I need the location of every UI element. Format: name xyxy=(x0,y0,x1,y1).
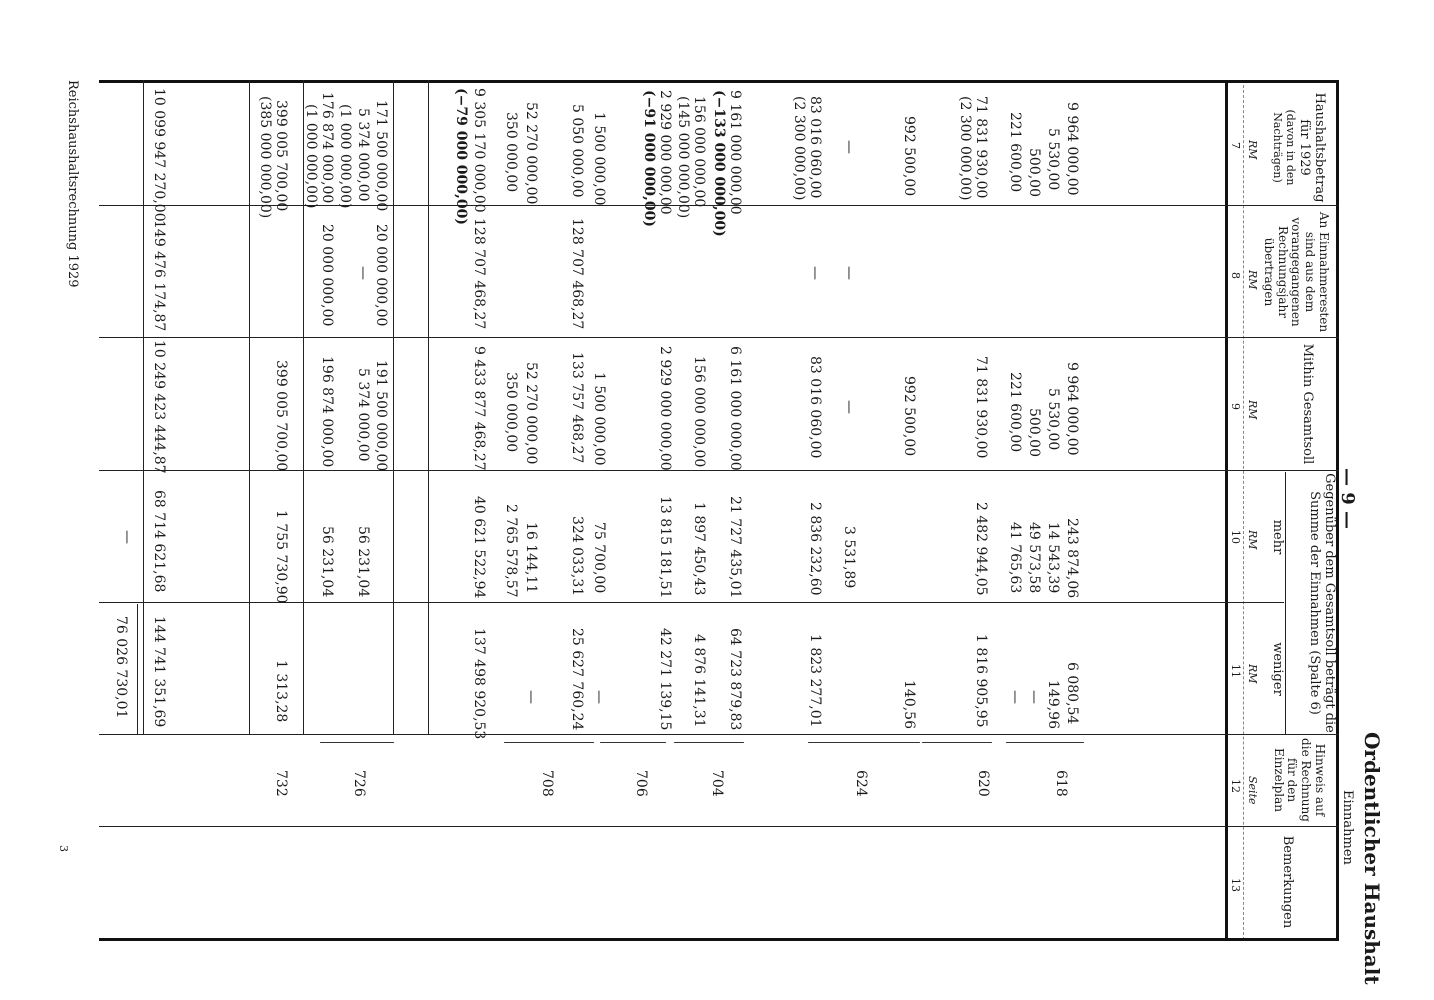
r22-c8: 149 476 174,87 xyxy=(151,220,167,332)
page-ref-726: 726 xyxy=(351,770,367,797)
r5-c9: 71 831 930,00 xyxy=(973,356,989,459)
col7-header: Haushaltsbetrag für 1929 (davon in den Nachträgen) xyxy=(1271,92,1327,203)
r22-c10: 68 714 621,68 xyxy=(151,490,167,593)
col8-header: An Einnahmeresten sind aus dem vorangegangenen Rechnungsjahr übertragen xyxy=(1261,211,1331,333)
r1-c10: 243 874,06 xyxy=(1064,518,1080,599)
r18-c7: 5 374 000,00 xyxy=(355,108,371,202)
section-subtitle: Einnahmen xyxy=(1340,790,1355,865)
col7-num: 7 xyxy=(1229,142,1242,149)
r9-c7b: (−133 000 000,00) xyxy=(711,90,727,237)
r3-c9: 500,00 xyxy=(1026,408,1042,457)
r12-c9: 1 500 000,00 xyxy=(591,372,607,466)
r5-c10: 2 482 944,05 xyxy=(973,502,989,596)
brace-706 xyxy=(600,742,666,743)
col13-header: Bemerkungen xyxy=(1280,835,1295,929)
r8-c7: 83 016 060,00 xyxy=(807,96,823,199)
r22-c9: 10 249 423 444,87 xyxy=(151,340,167,474)
col13-num: 13 xyxy=(1229,878,1242,892)
header-bottom-rule xyxy=(1225,80,1228,940)
r18-c8: — xyxy=(355,266,371,280)
col10-header: mehr xyxy=(1270,519,1285,555)
r6-c11: 140,56 xyxy=(901,680,917,729)
r13-c7: 5 050 000,00 xyxy=(569,104,585,198)
r11-c11: 42 271 139,15 xyxy=(657,628,673,731)
r9-c7: 9 161 000 000,00 xyxy=(727,90,743,215)
page-ref-708: 708 xyxy=(539,770,555,797)
r10-c7b: (145 000 000,00) xyxy=(675,96,691,219)
r15-c9: 350 000,00 xyxy=(503,372,519,453)
page-ref-706: 706 xyxy=(633,770,649,797)
r12-c10: 75 700,00 xyxy=(591,522,607,594)
r18-c10: 56 231,04 xyxy=(355,526,371,598)
r10-c10: 1 897 450,43 xyxy=(691,502,707,596)
col8-num: 8 xyxy=(1229,272,1242,279)
r7-c7: — xyxy=(841,140,857,154)
r8-c8: — xyxy=(807,266,823,280)
page-ref-624: 624 xyxy=(853,770,869,797)
r5-c7b: (2 300 000,00) xyxy=(957,96,973,201)
page-ref-732: 732 xyxy=(273,770,289,797)
r7-c9: — xyxy=(841,400,857,414)
r1-c9: 9 964 000,00 xyxy=(1064,362,1080,456)
r3-c7: 500,00 xyxy=(1026,148,1042,197)
section-title: Ordentlicher Haushalt xyxy=(1360,732,1384,985)
r14-c10: 16 144,11 xyxy=(523,522,539,594)
col9-unit: RM xyxy=(1246,400,1259,420)
r16-c9: 9 433 877 468,27 xyxy=(471,346,487,471)
col9-header: Mithin Gesamtsoll xyxy=(1300,343,1315,465)
row-rule-a xyxy=(428,80,429,735)
r4-c10: 41 765,63 xyxy=(1007,522,1023,594)
r23-c11: 76 026 730,01 xyxy=(113,616,129,719)
brace-624 xyxy=(808,742,920,743)
r8-c9: 83 016 060,00 xyxy=(807,356,823,459)
r3-c10: 49 573,58 xyxy=(1026,522,1042,594)
page-number: — 9 — xyxy=(1337,468,1358,530)
brace-726 xyxy=(320,742,394,743)
col12-sub: Seite xyxy=(1246,776,1259,805)
r11-c10: 13 815 181,51 xyxy=(657,496,673,599)
r16-c7: 9 305 170 000,00 xyxy=(471,88,487,213)
r20-c10: 56 231,04 xyxy=(319,526,335,598)
r19-c7b: (1 000 000,00) xyxy=(337,104,353,209)
col-rule-7 xyxy=(99,938,1339,941)
r9-c10: 21 727 435,01 xyxy=(727,496,743,599)
brace-620 xyxy=(922,742,992,743)
r16-c10: 40 621 522,94 xyxy=(471,496,487,599)
r9-c9: 6 161 000 000,00 xyxy=(727,346,743,471)
r3-c11: — xyxy=(1026,690,1042,704)
col12-num: 12 xyxy=(1229,779,1242,793)
r4-c9: 221 600,00 xyxy=(1007,372,1023,453)
r21-c7: 399 005 700,00 xyxy=(273,100,289,212)
col-rule-5 xyxy=(99,734,1339,735)
r13-c10: 324 033,31 xyxy=(569,516,585,597)
r2-c7: 5 530,00 xyxy=(1045,128,1061,191)
col10-unit: RM xyxy=(1246,530,1259,550)
brace-704 xyxy=(674,742,744,743)
r14-c9: 52 270 000,00 xyxy=(523,362,539,465)
r6-c7: 992 500,00 xyxy=(901,116,917,197)
r11-c9: 2 929 000 000,00 xyxy=(657,346,673,471)
col-rule-2 xyxy=(99,337,1339,338)
unit-row-rule xyxy=(1243,80,1244,940)
r10-c7: 156 000 000,00 xyxy=(691,96,707,208)
r22-c7: 10 099 947 270,00 xyxy=(151,88,167,222)
r16-c8: 128 707 468,27 xyxy=(471,218,487,330)
r21-c9: 399 005 700,00 xyxy=(273,360,289,472)
page-mark: 3 xyxy=(57,845,70,852)
r14-c7: 52 270 000,00 xyxy=(523,102,539,205)
r14-c11: — xyxy=(523,690,539,704)
r20-c7b: (1 000 000,00) xyxy=(303,104,319,209)
difference-rule xyxy=(137,604,138,734)
r11-c7b: (−91 000 000,00) xyxy=(641,90,657,228)
r8-c10: 2 836 232,60 xyxy=(807,502,823,596)
r22-c11: 144 741 351,69 xyxy=(151,616,167,728)
r17-c8: 20 000 000,00 xyxy=(373,224,389,327)
r15-c10: 2 765 578,57 xyxy=(503,504,519,598)
r2-c9: 5 530,00 xyxy=(1045,388,1061,451)
r10-c9: 156 000 000,00 xyxy=(691,356,707,468)
table-top-rule xyxy=(1336,80,1339,940)
col11-unit: RM xyxy=(1246,664,1259,684)
r4-c7: 221 600,00 xyxy=(1007,112,1023,193)
r20-c9: 196 874 000,00 xyxy=(319,356,335,468)
footer-title: Reichshaushaltsrechnung 1929 xyxy=(65,80,80,288)
r8-c7b: (2 300 000,00) xyxy=(791,96,807,201)
r11-c7: 2 929 000 000,00 xyxy=(657,90,673,215)
r16-c7b: (−79 000 000,00) xyxy=(453,88,469,226)
r20-c8: 20 000 000,00 xyxy=(319,224,335,327)
r7-c10: 3 531,89 xyxy=(841,526,857,589)
r15-c7: 350 000,00 xyxy=(503,112,519,193)
r2-c10: 14 543,39 xyxy=(1045,522,1061,594)
col11-header: weniger xyxy=(1270,642,1285,696)
r6-c9: 992 500,00 xyxy=(901,376,917,457)
r13-c9: 133 757 468,27 xyxy=(569,352,585,464)
r18-c9: 5 374 000,00 xyxy=(355,368,371,462)
r12-c7: 1 500 000,00 xyxy=(591,112,607,206)
r5-c11: 1 816 905,95 xyxy=(973,634,989,728)
r21-c10: 1 755 730,90 xyxy=(273,510,289,604)
page-ref-618: 618 xyxy=(1053,770,1069,797)
r13-c11: 25 627 760,24 xyxy=(569,628,585,731)
col10-11-header: Gegenüber dem Gesamtsoll beträgt die Summe der Einnahmen (Spalte 6) xyxy=(1307,473,1337,733)
col11-num: 11 xyxy=(1229,664,1242,678)
r5-c7: 71 831 930,00 xyxy=(973,96,989,199)
row-rule-e xyxy=(143,80,144,735)
r10-c11: 4 876 141,31 xyxy=(691,634,707,728)
col9-num: 9 xyxy=(1229,403,1242,410)
r12-c11: — xyxy=(591,690,607,704)
r7-c8: — xyxy=(841,266,857,280)
page-ref-620: 620 xyxy=(975,770,991,797)
r20-c7: 176 874 000,00 xyxy=(319,92,335,204)
col7-unit: RM xyxy=(1246,140,1259,160)
r4-c11: — xyxy=(1007,690,1023,704)
r8-c11: 1 823 277,01 xyxy=(807,634,823,728)
r21-c7b: (385 000 000,00) xyxy=(257,96,273,219)
brace-708 xyxy=(504,742,594,743)
r17-c7: 171 500 000,00 xyxy=(373,100,389,212)
col-rule-0 xyxy=(99,80,1339,83)
r9-c11: 64 723 879,83 xyxy=(727,628,743,731)
col-rule-6 xyxy=(99,826,1339,827)
r23-c10: — xyxy=(119,530,135,544)
page-ref-704: 704 xyxy=(709,770,725,797)
r17-c9: 191 500 000,00 xyxy=(373,360,389,472)
col10-11-sub-rule xyxy=(1285,472,1286,734)
r16-c11: 137 498 920,53 xyxy=(471,628,487,740)
r1-c11: 6 080,54 xyxy=(1064,662,1080,725)
row-rule-b xyxy=(393,80,394,735)
col10-num: 10 xyxy=(1229,530,1242,544)
r2-c11: 149,96 xyxy=(1045,680,1061,729)
col8-unit: RM xyxy=(1246,270,1259,290)
r13-c8: 128 707 468,27 xyxy=(569,218,585,330)
r21-c11: 1 313,28 xyxy=(273,660,289,723)
col12-header: Hinweis auf die Rechnung für den Einzelplan xyxy=(1271,738,1327,822)
r1-c7: 9 964 000,00 xyxy=(1064,102,1080,196)
brace-618 xyxy=(1006,742,1084,743)
row-rule-d xyxy=(249,80,250,735)
